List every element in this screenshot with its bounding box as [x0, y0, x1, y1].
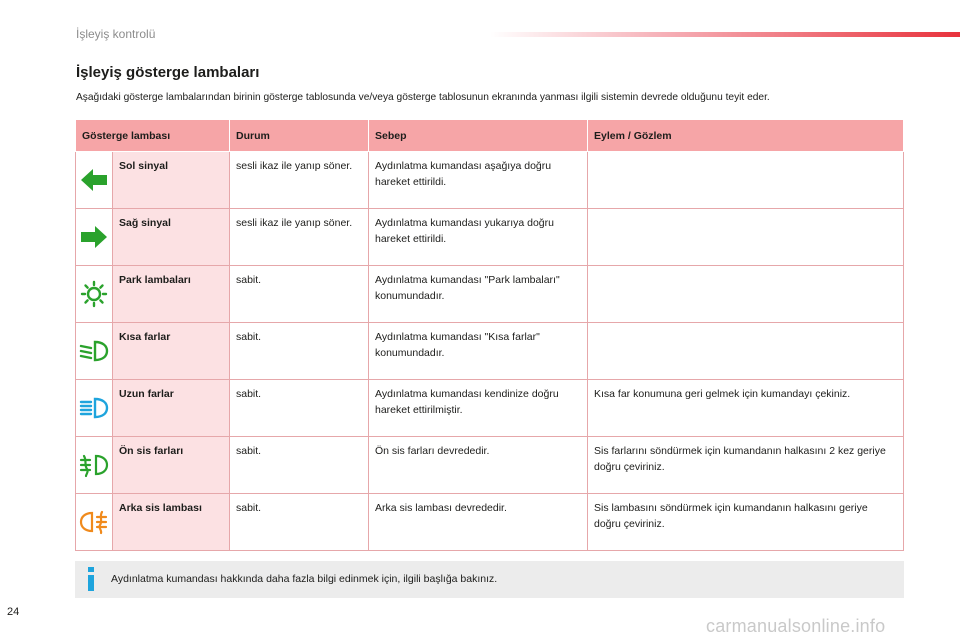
watermark-text: carmanualsonline.info [706, 616, 886, 636]
column-header-lamp: Gösterge lambası [76, 120, 230, 152]
column-header-reason: Sebep [369, 120, 588, 152]
lamp-action: Sis farlarını söndürmek için kumandanın halkasını 2 kez geriye doğru çeviriniz. [588, 437, 904, 494]
lamp-name: Arka sis lambası [113, 494, 230, 551]
table-header-row [76, 120, 904, 152]
lamp-state: sabit. [230, 437, 369, 494]
info-note [75, 561, 904, 598]
lamp-icon-cell [76, 437, 113, 494]
lamp-icon-cell [76, 266, 113, 323]
lamp-action [588, 152, 904, 209]
lamp-reason: Aydınlatma kumandası "Kısa farlar" konumundadır. [369, 323, 588, 380]
right-arrow-icon [79, 224, 109, 250]
info-note-text: Aydınlatma kumandası hakkında daha fazla bilgi edinmek için, ilgili başlığa bakınız. [111, 573, 498, 585]
lamp-name: Kısa farlar [113, 323, 230, 380]
lamp-action [588, 209, 904, 266]
column-header-state: Durum [230, 120, 369, 152]
lamp-name: Park lambaları [113, 266, 230, 323]
lamp-action: Kısa far konumuna geri gelmek için kumandayı çekiniz. [588, 380, 904, 437]
lamp-icon-cell [76, 380, 113, 437]
lamp-action [588, 266, 904, 323]
page-number: 24 [7, 606, 20, 618]
left-arrow-icon [79, 167, 109, 193]
table-row [76, 152, 904, 209]
lamp-state: sesli ikaz ile yanıp söner. [230, 209, 369, 266]
lamp-reason: Aydınlatma kumandası aşağıya doğru hareket ettirildi. [369, 152, 588, 209]
table-row [76, 380, 904, 437]
info-icon [86, 567, 96, 591]
lamp-reason: Aydınlatma kumandası yukarıya doğru hareket ettirildi. [369, 209, 588, 266]
lamp-state: sabit. [230, 494, 369, 551]
lamp-state: sesli ikaz ile yanıp söner. [230, 152, 369, 209]
lamp-name: Sol sinyal [113, 152, 230, 209]
lamp-icon-cell [76, 152, 113, 209]
column-header-action: Eylem / Gözlem [588, 120, 904, 152]
lamp-reason: Aydınlatma kumandası kendinize doğru hareket ettirilmiştir. [369, 380, 588, 437]
lamp-icon-cell [76, 494, 113, 551]
table-row [76, 437, 904, 494]
lamp-reason: Arka sis lambası devrededir. [369, 494, 588, 551]
lamp-state: sabit. [230, 380, 369, 437]
lamp-icon-cell [76, 323, 113, 380]
lamp-action [588, 323, 904, 380]
lamp-state: sabit. [230, 266, 369, 323]
lamp-reason: Aydınlatma kumandası "Park lambaları" konumundadır. [369, 266, 588, 323]
table-row [76, 266, 904, 323]
indicator-lamps-table [75, 119, 904, 551]
table-row [76, 323, 904, 380]
lamp-state: sabit. [230, 323, 369, 380]
lamp-icon-cell [76, 209, 113, 266]
sidelight-icon [79, 280, 109, 308]
front-fog-icon [78, 452, 110, 478]
lamp-action: Sis lambasını söndürmek için kumandanın halkasını geriye doğru çeviriniz. [588, 494, 904, 551]
page-header-title: İşleyiş kontrolü [76, 27, 156, 41]
header-accent-bar [490, 32, 960, 37]
dipped-beam-icon [78, 338, 110, 364]
lamp-reason: Ön sis farları devrededir. [369, 437, 588, 494]
lamp-name: Ön sis farları [113, 437, 230, 494]
section-intro: Aşağıdaki gösterge lambalarından birinin gösterge tablosunda ve/veya gösterge tablosunun ekranında yanması ilgili sistemin devrede olduğunu teyit eder. [76, 92, 770, 103]
table-row [76, 494, 904, 551]
main-beam-icon [78, 395, 110, 421]
table-row [76, 209, 904, 266]
lamp-name: Uzun farlar [113, 380, 230, 437]
section-title: İşleyiş gösterge lambaları [76, 64, 260, 81]
lamp-name: Sağ sinyal [113, 209, 230, 266]
rear-fog-icon [78, 509, 110, 535]
